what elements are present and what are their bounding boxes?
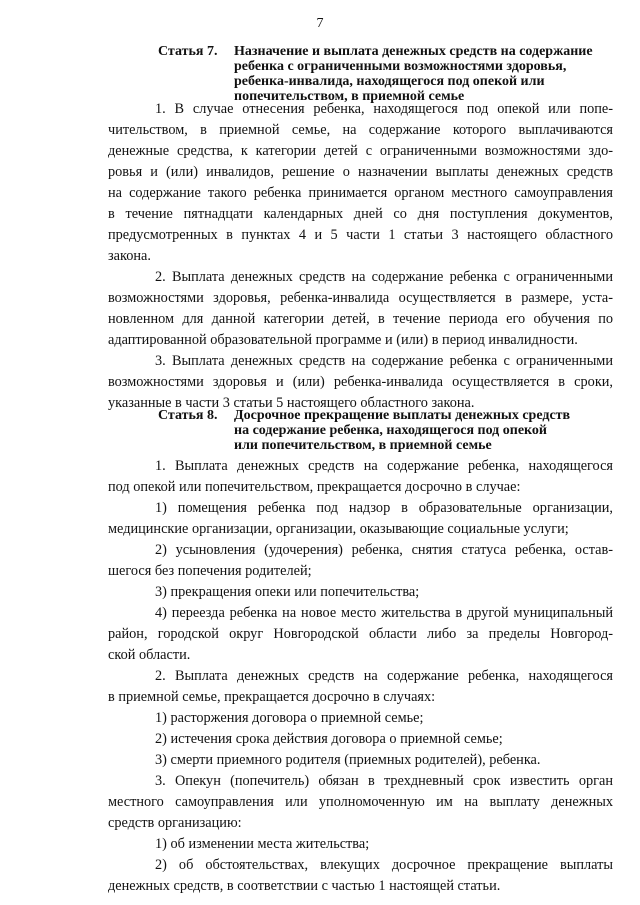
text-line: ровья и (или) инвалидов, решение о назначении выплаты денежных средств [108, 164, 613, 180]
article-7-heading [158, 44, 618, 104]
text-line: 1. В случае отнесения ребенка, находящегося под опекой или попе- [155, 101, 613, 117]
article-8-item-1-1 [108, 498, 613, 540]
text-line: шегося без попечения родителей; [108, 563, 312, 579]
article-8-item-2-1 [108, 708, 613, 729]
text-line: район, городской округ Новгородской области либо за пределы Новгород- [108, 626, 613, 642]
text-line: 3) смерти приемного родителя (приемных родителей), ребенка. [155, 752, 541, 768]
text-line: новленном для данной категории детей, в течение периода его обучения по [108, 311, 613, 327]
text-line: 2) усыновления (удочерения) ребенка, снятия статуса ребенка, остав- [155, 542, 613, 558]
article-8-item-1-4 [108, 603, 613, 666]
article-8-title-line: или попечительством, в приемной семье [234, 438, 492, 453]
article-8-item-1-2 [108, 540, 613, 582]
text-line: 1) расторжения договора о приемной семье; [155, 710, 424, 726]
article-8-title-line: на содержание ребенка, находящегося под опекой [234, 423, 547, 438]
text-line: на содержание такого ребенка принимается органом местного самоуправления [108, 185, 613, 201]
article-7-title-line: попечительством, в приемной семье [234, 89, 465, 104]
text-line: 3) прекращения опеки или попечительства; [155, 584, 420, 600]
article-8-paragraph-2 [108, 666, 613, 708]
text-line: ской области. [108, 647, 191, 663]
article-8-item-2-2 [108, 729, 613, 750]
article-7-title-line: Назначение и выплата денежных средств на содержание [234, 44, 593, 59]
text-line: 3. Опекун (попечитель) обязан в трехдневный срок известить орган [155, 773, 613, 789]
text-line: указанные в части 3 статьи 5 настоящего областного закона. [108, 395, 475, 411]
text-line: денежные средства, к категории детей с ограниченными возможностями здо- [108, 143, 613, 159]
text-line: под опекой или попечительством, прекращается досрочно в случае: [108, 479, 521, 495]
text-line: предусмотренных в пунктах 4 и 5 части 1 статьи 3 настоящего областного [108, 227, 613, 243]
text-line: 1) об изменении места жительства; [155, 836, 370, 852]
text-line: 2) об обстоятельствах, влекущих досрочное прекращение выплаты [155, 857, 613, 873]
article-8-paragraph-1 [108, 456, 613, 498]
text-line: 1) помещения ребенка под надзор в образовательные организации, [155, 500, 613, 516]
article-8-heading [158, 408, 618, 453]
article-7-title-line: ребенка с ограниченными возможностями здоровья, [234, 59, 567, 74]
text-line: в течение пятнадцати календарных дней со дня поступления документов, [108, 206, 613, 222]
text-line: 2. Выплата денежных средств на содержание ребенка с ограниченными [155, 269, 613, 285]
text-line: возможностями здоровья и (или) ребенка-инвалида осуществляется в сроки, [108, 374, 613, 390]
article-7-title-line: ребенка-инвалида, находящегося под опекой или [234, 74, 545, 89]
text-line: 2) истечения срока действия договора о приемной семье; [155, 731, 503, 747]
text-line: в приемной семье, прекращается досрочно в случаях: [108, 689, 436, 705]
text-line: возможностями здоровья, ребенка-инвалида осуществляется в размере, уста- [108, 290, 613, 306]
text-line: денежных средств, в соответствии с частью 1 настоящей статьи. [108, 878, 501, 894]
article-7-paragraph-2 [108, 267, 613, 351]
text-line: закона. [108, 248, 151, 264]
article-8-item-1-3 [108, 582, 613, 603]
text-line: местного самоуправления или уполномоченную им на выплату денежных [108, 794, 613, 810]
article-7-label: Статья 7. [158, 44, 218, 59]
article-7-paragraph-3 [108, 351, 613, 414]
text-line: адаптированной образовательной программе и (или) в период инвалидности. [108, 332, 578, 348]
article-7-paragraph-1 [108, 99, 613, 267]
article-8-item-3-2 [108, 855, 613, 897]
article-8-item-2-3 [108, 750, 613, 771]
text-line: чительством, в приемной семье, на содержание которого выплачиваются [108, 122, 613, 138]
text-line: 2. Выплата денежных средств на содержание ребенка, находящегося [155, 668, 613, 684]
article-8-paragraph-3 [108, 771, 613, 834]
text-line: медицинские организации, организации, оказывающие социальные услуги; [108, 521, 569, 537]
text-line: 1. Выплата денежных средств на содержание ребенка, находящегося [155, 458, 613, 474]
page-number: 7 [316, 16, 324, 31]
text-line: 3. Выплата денежных средств на содержание ребенка с ограниченными [155, 353, 613, 369]
text-line: средств организацию: [108, 815, 242, 831]
text-line: 4) переезда ребенка на новое место жительства в другой муниципальный [155, 605, 613, 621]
article-8-item-3-1 [108, 834, 613, 855]
article-8-label: Статья 8. [158, 408, 218, 423]
article-8-title-line: Досрочное прекращение выплаты денежных средств [234, 408, 571, 423]
